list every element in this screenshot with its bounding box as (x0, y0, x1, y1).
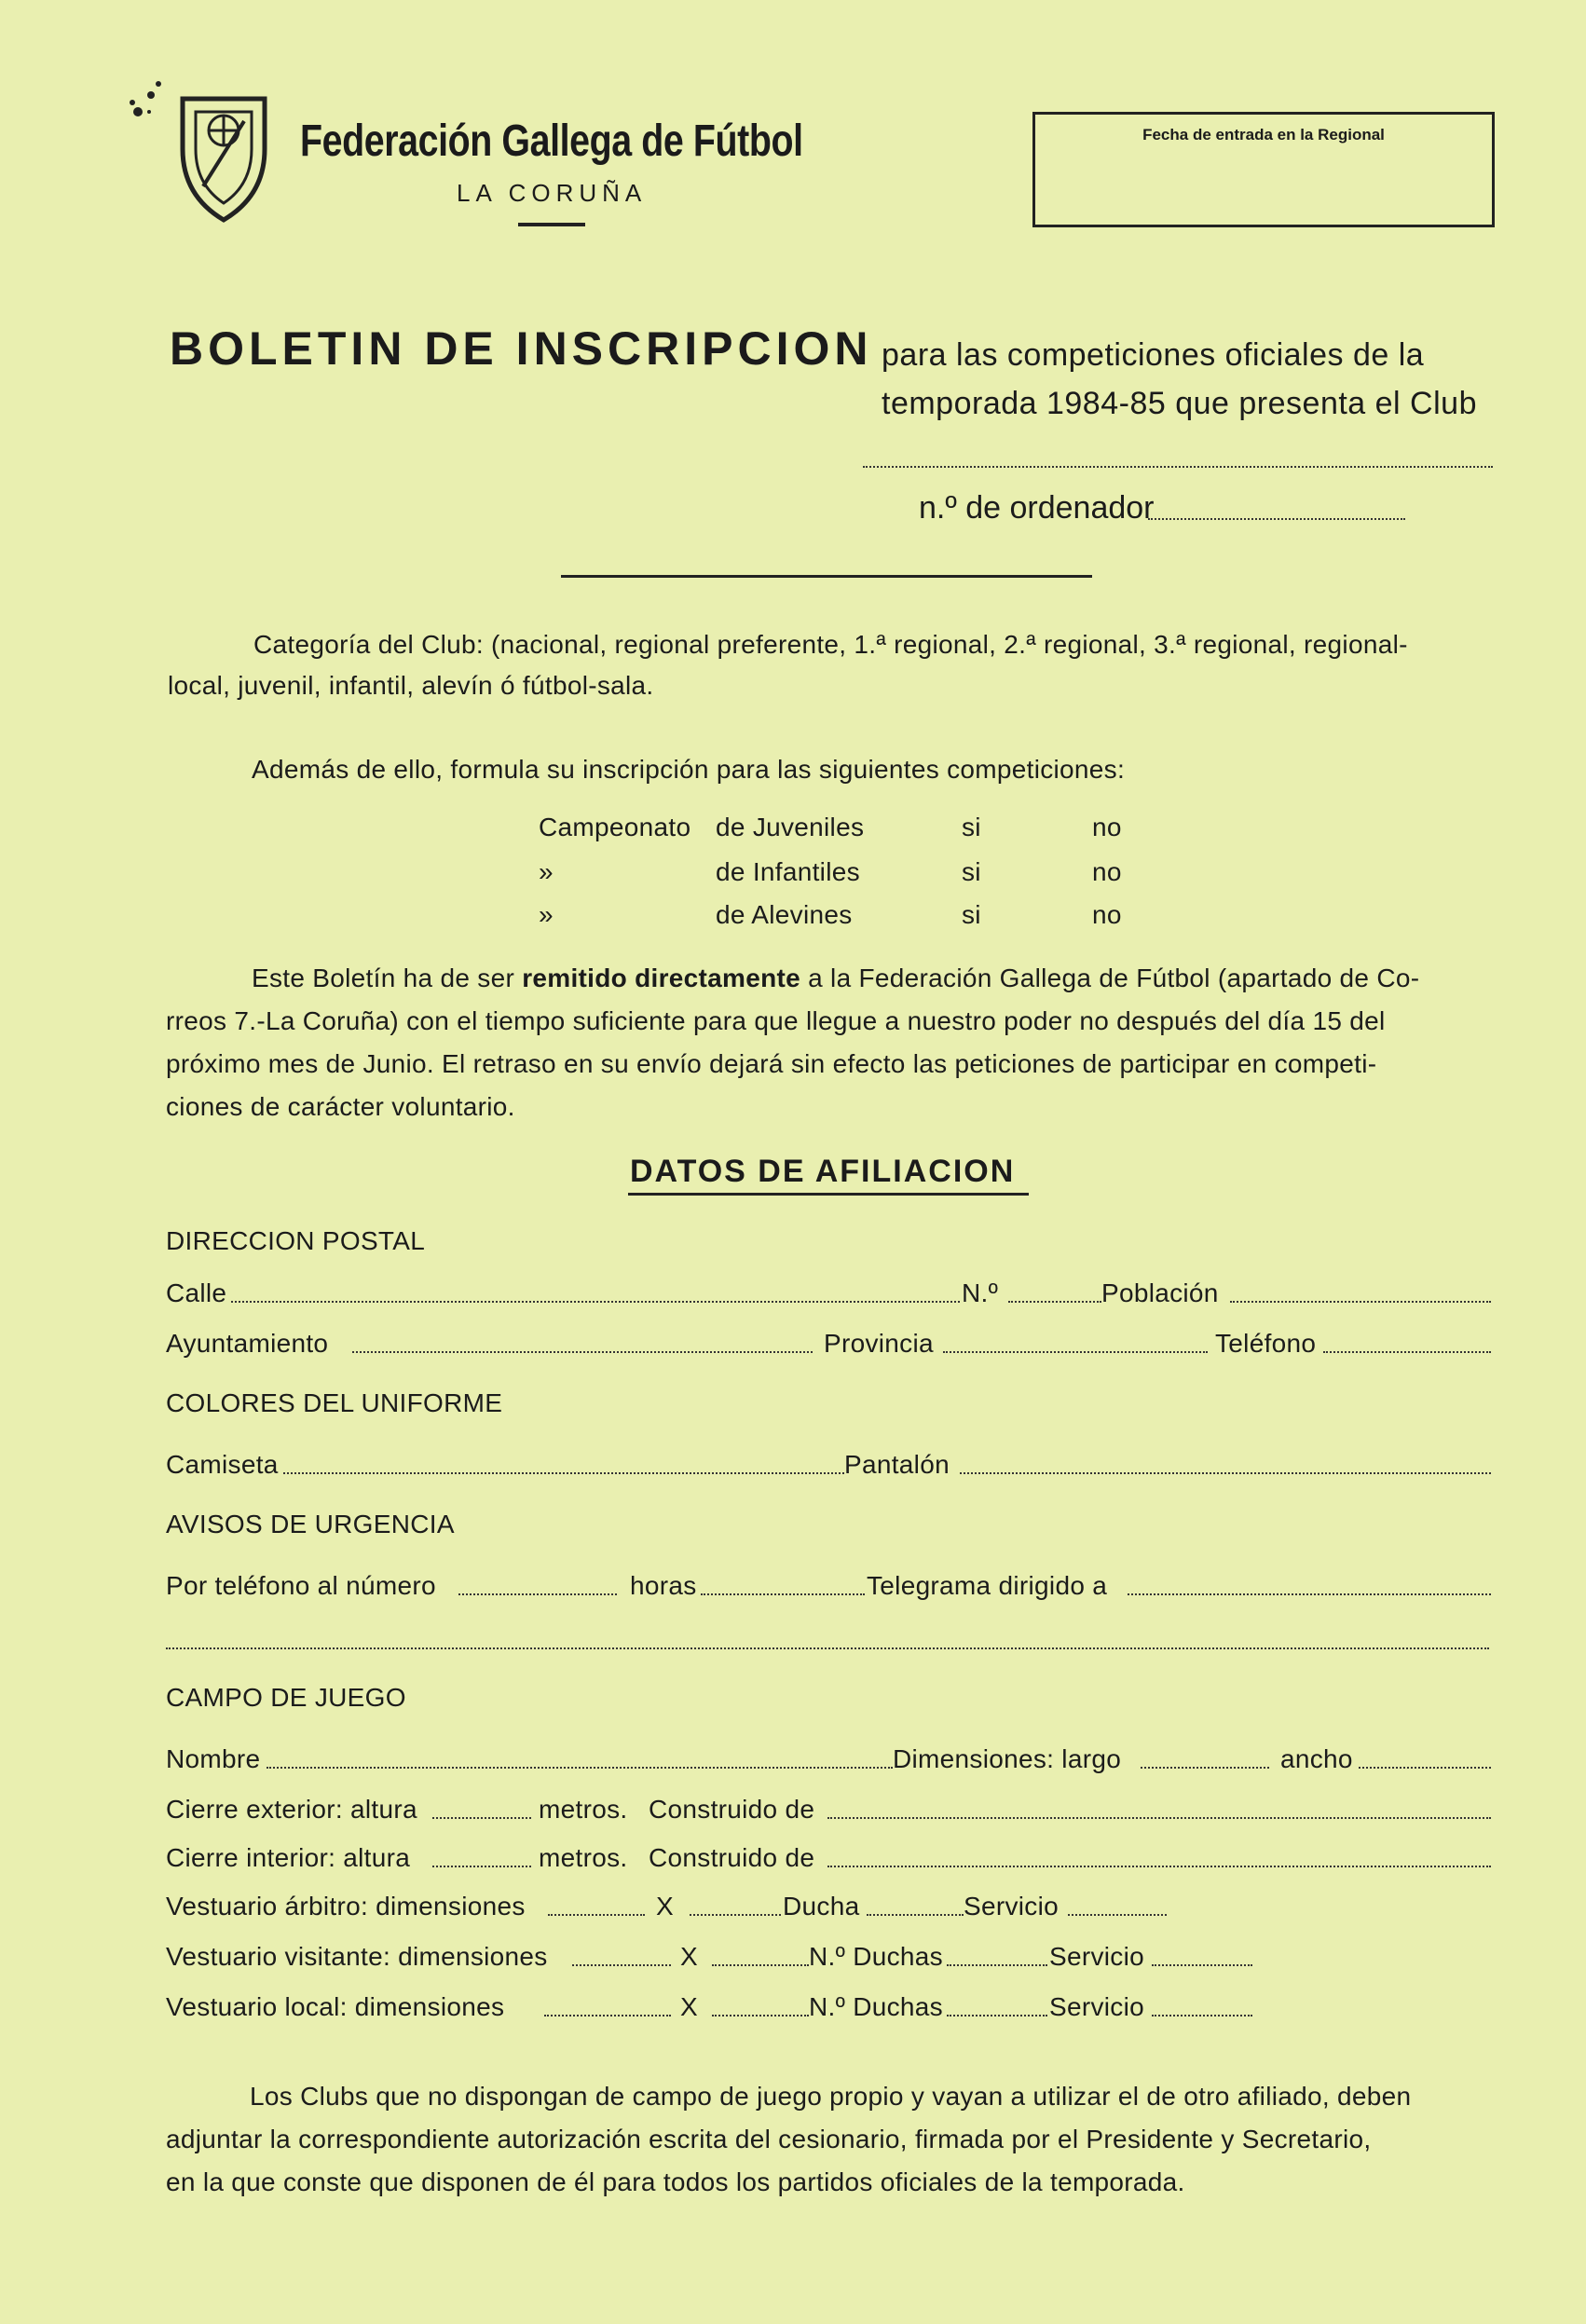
comp-prefix: Campeonato (539, 813, 691, 841)
telefono-field[interactable] (1323, 1351, 1491, 1353)
poblacion-field[interactable] (1230, 1301, 1491, 1303)
vest-local-nduchas: N.º Duchas (809, 1992, 943, 2021)
vest-visitante-dim1-field[interactable] (572, 1964, 671, 1966)
categoria-line1: Categoría del Club: (nacional, regional preferente, 1.ª regional, 2.ª regional, 3.ª regional, regional- (253, 630, 1408, 659)
vest-visitante-nduchas-field[interactable] (947, 1964, 1047, 1966)
org-city: LA CORUÑA (457, 179, 648, 207)
vest-local-nduchas-field[interactable] (947, 2015, 1047, 2016)
vest-local-x: X (680, 1992, 698, 2021)
horas-field[interactable] (701, 1593, 865, 1595)
numero-field[interactable] (1008, 1301, 1101, 1303)
por-telefono-label: Por teléfono al número (166, 1571, 436, 1600)
comp-si-option[interactable]: si (962, 857, 981, 886)
campo-heading: CAMPO DE JUEGO (166, 1683, 406, 1712)
competiciones-intro: Además de ello, formula su inscripción para las siguientes competiciones: (252, 755, 1126, 784)
vest-local-dim2-field[interactable] (712, 2015, 809, 2016)
comp-name: de Juveniles (716, 813, 865, 841)
largo-field[interactable] (1141, 1767, 1269, 1769)
vest-arbitro-dim2-field[interactable] (690, 1914, 781, 1916)
cierre-int-label: Cierre interior: altura (166, 1843, 411, 1872)
comp-no-option[interactable]: no (1092, 857, 1122, 886)
city-underline (518, 223, 585, 226)
vest-visitante-servicio: Servicio (1049, 1942, 1144, 1971)
vest-visitante-nduchas: N.º Duchas (809, 1942, 943, 1971)
vest-arbitro-label: Vestuario árbitro: dimensiones (166, 1892, 526, 1921)
poblacion-label: Población (1101, 1278, 1219, 1307)
telegrama-label: Telegrama dirigido a (867, 1571, 1108, 1600)
colores-heading: COLORES DEL UNIFORME (166, 1388, 503, 1417)
club-name-field[interactable] (863, 466, 1493, 468)
cierre-int-metros: metros. (539, 1843, 628, 1872)
comp-si-option[interactable]: si (962, 900, 981, 929)
numero-label: N.º (962, 1278, 999, 1307)
vest-arbitro-servicio-field[interactable] (1068, 1914, 1167, 1916)
footer-line3: en la que conste que disponen de él para todos los partidos oficiales de la temporada. (166, 2167, 1185, 2196)
vest-local-servicio: Servicio (1049, 1992, 1144, 2021)
ancho-label: ancho (1280, 1744, 1353, 1773)
pantalon-field[interactable] (960, 1472, 1491, 1474)
aviso-line2: rreos 7.-La Coruña) con el tiempo suficiente para que llegue a nuestro poder no después del día 15 del (166, 1006, 1386, 1035)
ordenador-field[interactable] (1148, 518, 1405, 520)
federation-crest (179, 93, 268, 224)
aviso-line4: ciones de carácter voluntario. (166, 1092, 515, 1121)
urgencia-telefono-field[interactable] (458, 1593, 617, 1595)
entry-date-box[interactable] (1032, 112, 1495, 227)
vest-arbitro-ducha-field[interactable] (867, 1914, 964, 1916)
dimensiones-label: Dimensiones: largo (893, 1744, 1122, 1773)
ink-speck (93, 75, 168, 130)
datos-heading-underline (628, 1193, 1029, 1196)
vest-visitante-x: X (680, 1942, 698, 1971)
ayuntamiento-field[interactable] (352, 1351, 813, 1353)
ordenador-label: n.º de ordenador (919, 490, 1155, 526)
vest-visitante-dim2-field[interactable] (712, 1964, 809, 1966)
vest-arbitro-x: X (656, 1892, 674, 1921)
camiseta-field[interactable] (283, 1472, 844, 1474)
comp-no-option[interactable]: no (1092, 813, 1122, 841)
title-line1: para las competiciones oficiales de la (882, 337, 1425, 373)
footer-line2: adjuntar la correspondiente autorización escrita del cesionario, firmada por el Presidente y Secretario, (166, 2125, 1372, 2153)
provincia-label: Provincia (824, 1329, 934, 1358)
ayuntamiento-label: Ayuntamiento (166, 1329, 329, 1358)
vest-visitante-label: Vestuario visitante: dimensiones (166, 1942, 548, 1971)
calle-label: Calle (166, 1278, 227, 1307)
aviso-text: a la Federación Gallega de Fútbol (apartado de Co- (800, 964, 1420, 992)
avisos-heading: AVISOS DE URGENCIA (166, 1510, 455, 1538)
calle-field[interactable] (231, 1301, 960, 1303)
crest-shield-icon (179, 93, 268, 224)
comp-name: de Infantiles (716, 857, 860, 886)
entry-date-label: Fecha de entrada en la Regional (1142, 126, 1385, 144)
ancho-field[interactable] (1359, 1767, 1491, 1769)
telegrama-field-line2[interactable] (166, 1647, 1489, 1649)
cierre-ext-construido: Construido de (649, 1795, 815, 1824)
categoria-line2: local, juvenil, infantil, alevín ó fútbol-sala. (168, 671, 654, 700)
vest-visitante-servicio-field[interactable] (1152, 1964, 1252, 1966)
footer-line1: Los Clubs que no dispongan de campo de juego propio y vayan a utilizar el de otro afiliado, deben (250, 2082, 1412, 2111)
vest-local-dim1-field[interactable] (544, 2015, 671, 2016)
cierre-int-altura-field[interactable] (432, 1866, 531, 1867)
comp-si-option[interactable]: si (962, 813, 981, 841)
telegrama-field[interactable] (1128, 1593, 1491, 1595)
speck-icon (93, 75, 168, 130)
comp-no-option[interactable]: no (1092, 900, 1122, 929)
cierre-ext-altura-field[interactable] (432, 1817, 531, 1819)
vest-local-servicio-field[interactable] (1152, 2015, 1252, 2016)
title-separator (561, 575, 1092, 578)
cierre-ext-metros: metros. (539, 1795, 628, 1824)
horas-label: horas (630, 1571, 697, 1600)
provincia-field[interactable] (943, 1351, 1208, 1353)
telefono-label: Teléfono (1215, 1329, 1317, 1358)
comp-name: de Alevines (716, 900, 853, 929)
aviso-text: Este Boletín ha de ser (252, 964, 523, 992)
comp-prefix: » (539, 900, 554, 929)
datos-heading: DATOS DE AFILIACION (630, 1154, 1016, 1189)
aviso-emphasis: remitido directamente (522, 964, 801, 992)
vest-arbitro-servicio: Servicio (964, 1892, 1059, 1921)
campo-nombre-field[interactable] (267, 1767, 893, 1769)
aviso-line3: próximo mes de Junio. El retraso en su envío dejará sin efecto las peticiones de participar en competi- (166, 1049, 1377, 1078)
camiseta-label: Camiseta (166, 1450, 279, 1479)
cierre-ext-label: Cierre exterior: altura (166, 1795, 417, 1824)
cierre-int-construido-field[interactable] (827, 1866, 1491, 1867)
aviso-line1 (252, 964, 1419, 993)
vest-arbitro-dim1-field[interactable] (548, 1914, 645, 1916)
nombre-label: Nombre (166, 1744, 261, 1773)
vest-local-label: Vestuario local: dimensiones (166, 1992, 505, 2021)
form-title: BOLETIN DE INSCRIPCION (170, 322, 873, 375)
pantalon-label: Pantalón (844, 1450, 950, 1479)
vest-arbitro-ducha: Ducha (783, 1892, 860, 1921)
cierre-ext-construido-field[interactable] (827, 1817, 1491, 1819)
title-line2: temporada 1984-85 que presenta el Club (882, 386, 1477, 421)
comp-prefix: » (539, 857, 554, 886)
direccion-heading: DIRECCION POSTAL (166, 1226, 426, 1255)
cierre-int-construido: Construido de (649, 1843, 815, 1872)
org-name: Federación Gallega de Fútbol (300, 116, 803, 166)
